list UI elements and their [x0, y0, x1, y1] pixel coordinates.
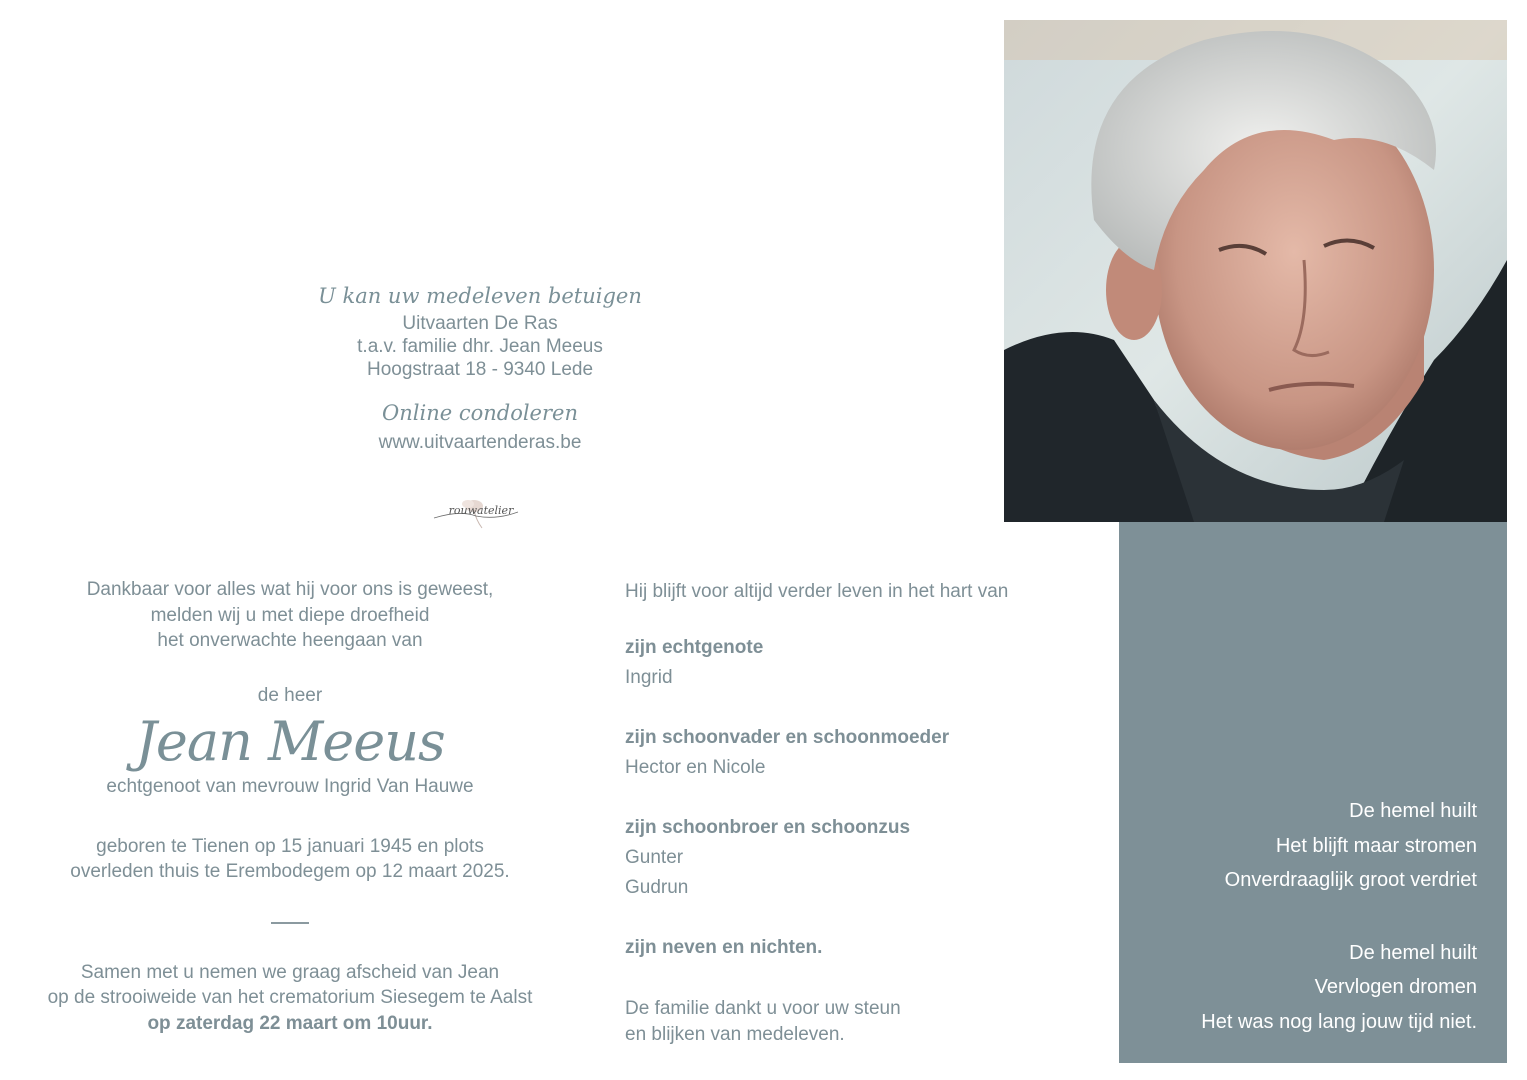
- intro-line: melden wij u met diepe droefheid: [150, 604, 430, 626]
- online-heading: Online condoleren: [382, 401, 578, 425]
- family-group-heading: zijn echtgenote: [625, 637, 764, 658]
- birth-death-line: geboren te Tienen op 15 januari 1945 en plots: [96, 835, 484, 857]
- website-link[interactable]: www.uitvaartenderas.be: [378, 432, 582, 453]
- thanks-line: De familie dankt u voor uw steun: [625, 998, 901, 1019]
- divider: [271, 922, 309, 924]
- poem: [1201, 794, 1477, 1039]
- salutation: de heer: [257, 684, 323, 706]
- contact-line: Hoogstraat 18 - 9340 Lede: [366, 359, 594, 380]
- deceased-name: Jean Meeus: [135, 710, 445, 773]
- poem-line: De hemel huilt: [1349, 800, 1477, 822]
- intro-line: het onverwachte heengaan van: [157, 630, 423, 651]
- farewell-line: op de strooiweide van het crematorium Siesegem te Aalst: [47, 987, 533, 1008]
- logo-text: rouwatelier: [448, 504, 514, 517]
- farewell-line: Samen met u nemen we graag afscheid van Jean: [80, 961, 500, 983]
- family-name: Gudrun: [625, 877, 689, 898]
- family-group-heading: zijn schoonvader en schoonmoeder: [625, 727, 950, 748]
- poem-line: De hemel huilt: [1349, 941, 1477, 964]
- contact-line: t.a.v. familie dhr. Jean Meeus: [357, 336, 603, 357]
- poem-line: Het blijft maar stromen: [1275, 834, 1477, 857]
- rouwatelier-logo: [430, 490, 522, 534]
- contact-heading: U kan uw medeleven betuigen: [318, 284, 642, 308]
- thanks-line: en blijken van medeleven.: [625, 1023, 845, 1045]
- family-intro: Hij blijft voor altijd verder leven in het hart van: [625, 581, 1009, 602]
- intro-line: Dankbaar voor alles wat hij voor ons is geweest,: [86, 579, 494, 600]
- farewell-date: op zaterdag 22 maart om 10uur.: [147, 1012, 433, 1034]
- family-group-heading: zijn neven en nichten.: [625, 937, 823, 958]
- poem-line: Vervlogen dromen: [1314, 976, 1477, 998]
- birth-death-line: overleden thuis te Erembodegem op 12 maart 2025.: [70, 861, 510, 882]
- poem-line: Onverdraaglijk groot verdriet: [1224, 869, 1477, 891]
- family-group-heading: zijn schoonbroer en schoonzus: [625, 817, 911, 838]
- family-name: Gunter: [625, 847, 684, 868]
- spouse-line: echtgenoot van mevrouw Ingrid Van Hauwe: [106, 776, 474, 797]
- family-list: [625, 577, 1095, 1047]
- family-name: Hector en Nicole: [625, 757, 766, 778]
- portrait-photo: [1004, 20, 1507, 522]
- announcement: [30, 577, 550, 1036]
- contact-line: Uitvaarten De Ras: [402, 313, 558, 334]
- family-name: Ingrid: [625, 667, 673, 688]
- contact-block: [280, 282, 680, 454]
- poem-line: Het was nog lang jouw tijd niet.: [1201, 1010, 1477, 1033]
